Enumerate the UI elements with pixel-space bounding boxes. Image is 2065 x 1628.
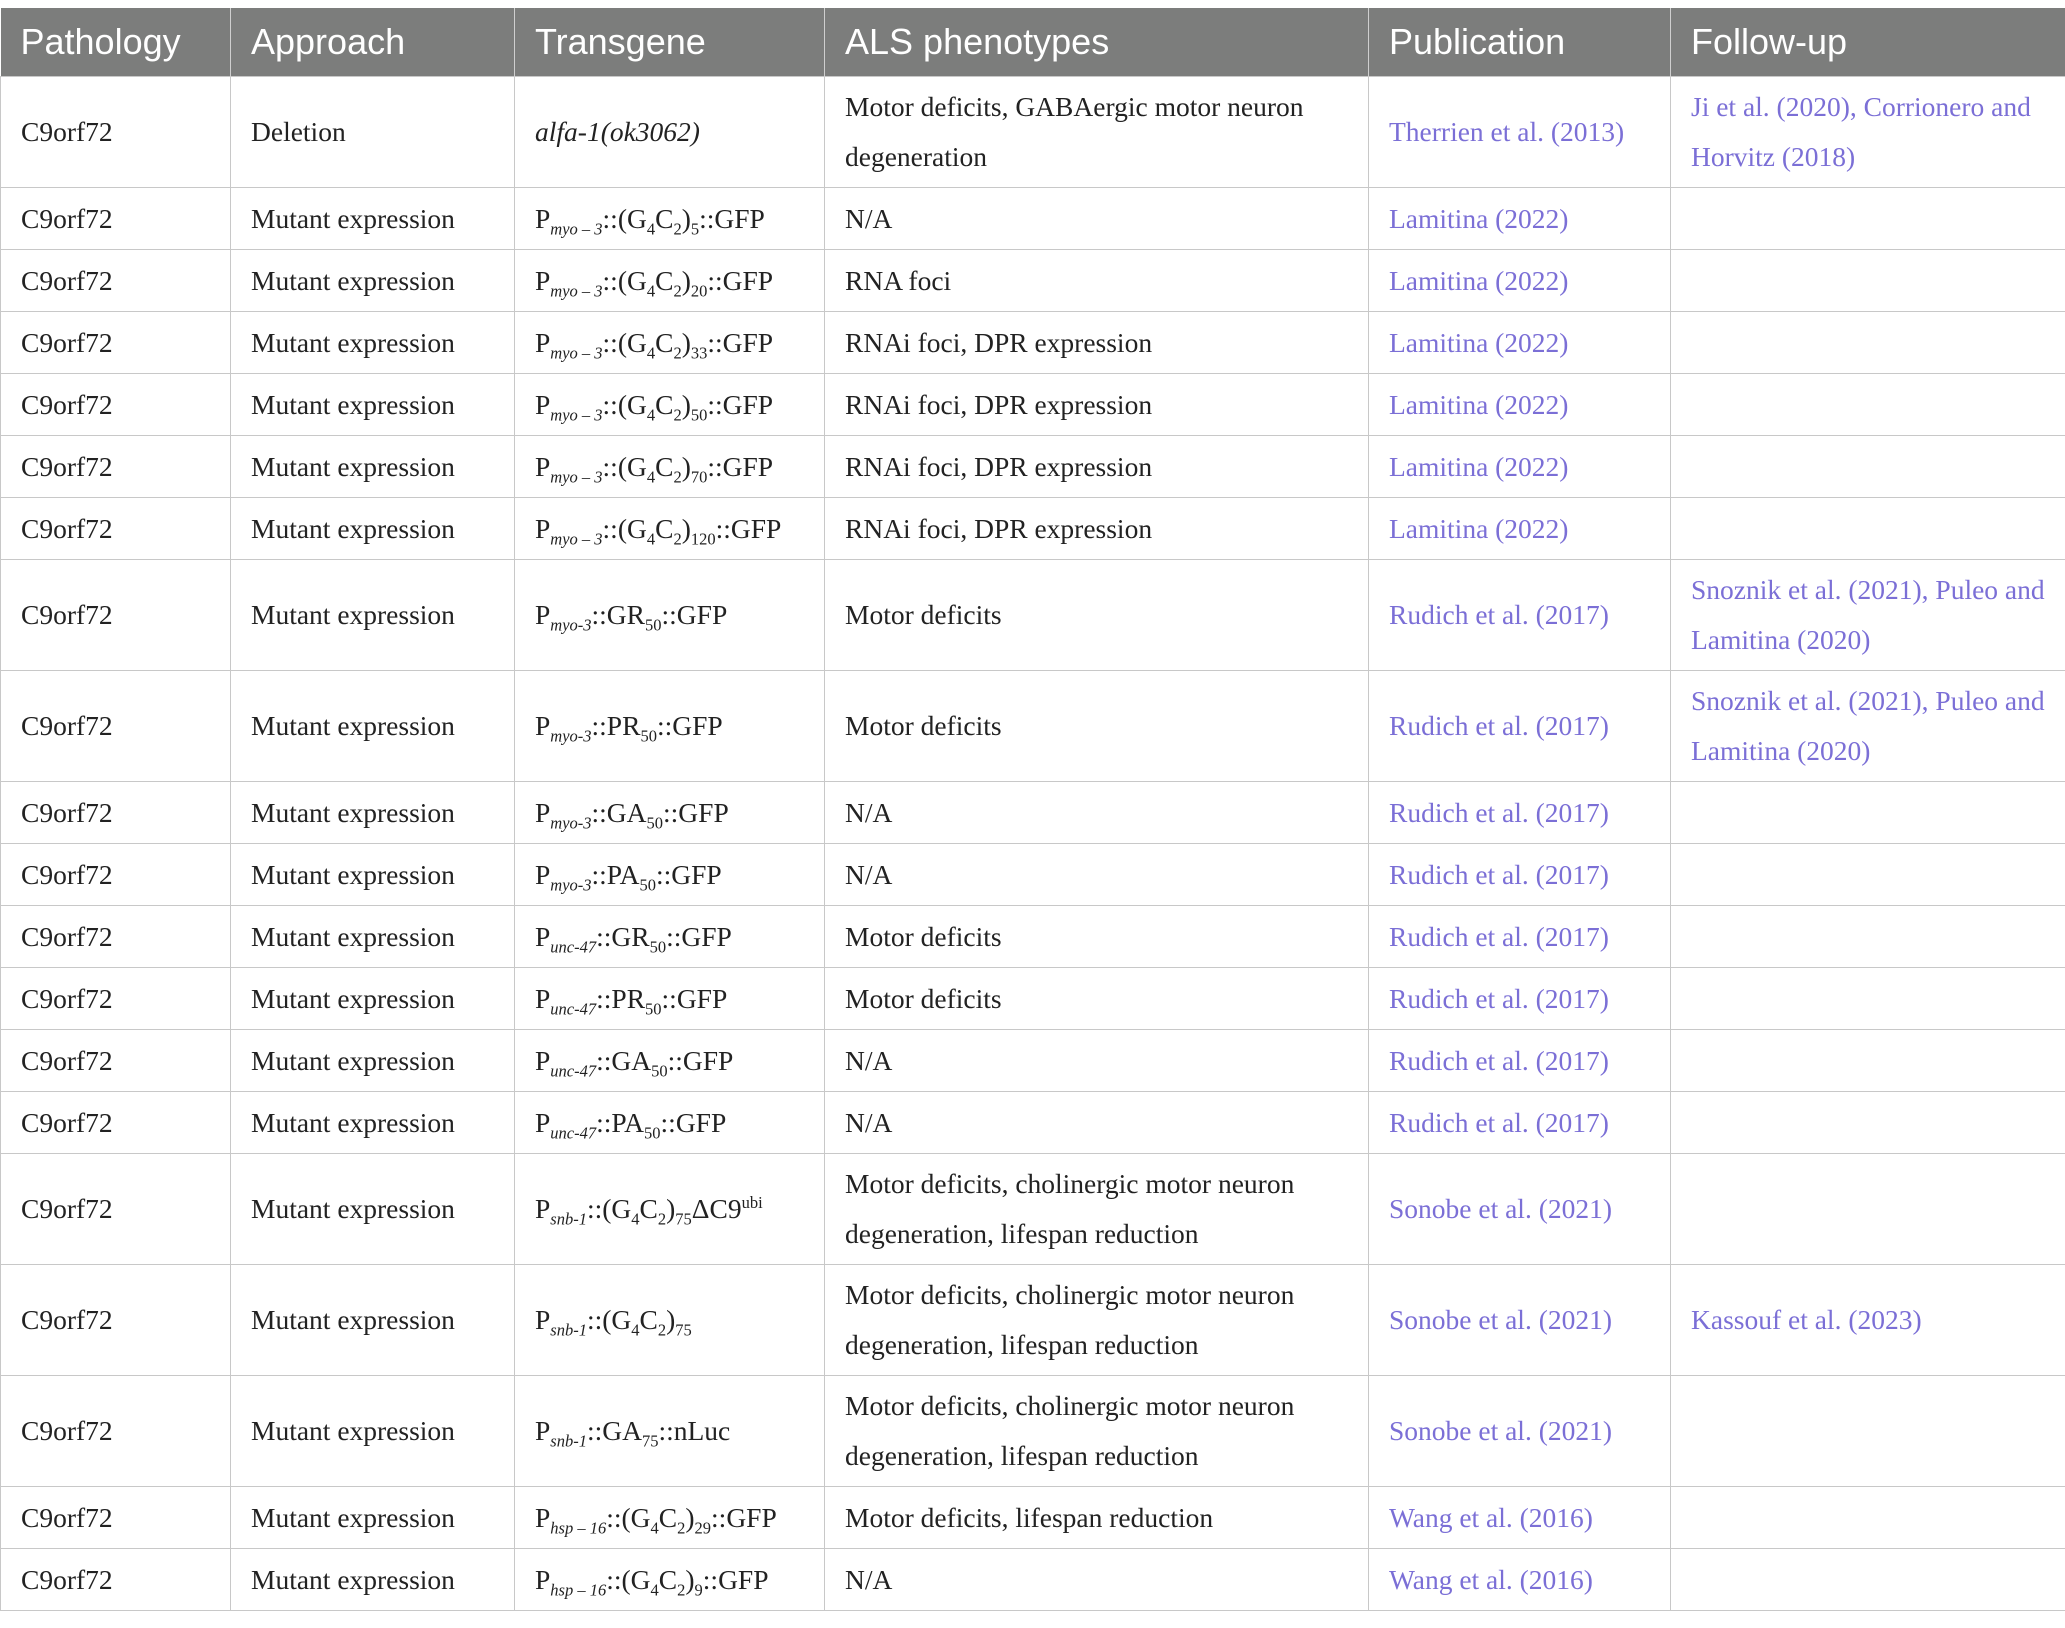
table-row [1, 1154, 2065, 1265]
cell-approach: Mutant expression [231, 250, 515, 312]
promoter-prefix: P [535, 1501, 551, 1533]
cell-pathology: C9orf72 [1, 906, 231, 968]
cell-approach: Mutant expression [231, 1154, 515, 1265]
cell-approach: Mutant expression [231, 1487, 515, 1549]
cell-approach: Mutant expression [231, 436, 515, 498]
cell-als-phenotypes: RNAi foci, DPR expression [825, 374, 1369, 436]
cell-transgene [515, 968, 825, 1030]
cell-approach: Deletion [231, 77, 515, 188]
cell-als-phenotypes: RNAi foci, DPR expression [825, 436, 1369, 498]
transgene-part: myo-3 [550, 615, 592, 635]
transgene-part: 50 [639, 875, 656, 894]
table-row [1, 560, 2065, 671]
promoter-prefix: P [535, 512, 551, 544]
transgene-part: hsp – 16 [550, 1518, 607, 1537]
transgene-part: hsp – 16 [550, 1580, 607, 1599]
transgene-part: 2 [673, 467, 682, 486]
transgene-part: ::(G [602, 450, 647, 482]
promoter-prefix: P [535, 599, 551, 630]
transgene-part: 9 [694, 1580, 703, 1599]
cell-approach: Mutant expression [231, 560, 515, 671]
header-follow-up: Follow-up [1671, 8, 2065, 77]
transgene-part: C [639, 1304, 658, 1335]
cell-follow-up-link [1671, 374, 2065, 436]
transgene-part: 50 [645, 999, 662, 1018]
cell-als-phenotypes: Motor deficits, cholinergic motor neuron degeneration, lifespan reduction [825, 1265, 1369, 1376]
cell-als-phenotypes: N/A [825, 1092, 1369, 1154]
transgene-part: ::GFP [699, 202, 765, 234]
cell-pathology: C9orf72 [1, 1376, 231, 1487]
promoter-prefix: P [535, 264, 551, 296]
cell-als-phenotypes: Motor deficits [825, 906, 1369, 968]
cell-transgene [515, 671, 825, 782]
cell-pathology: C9orf72 [1, 968, 231, 1030]
cell-transgene [515, 1549, 825, 1611]
transgene-part: ::(G [606, 1501, 651, 1533]
transgene-part: 2 [677, 1518, 686, 1537]
transgene-part: ) [681, 512, 691, 544]
promoter-prefix: P [535, 1563, 551, 1595]
cell-transgene [515, 1030, 825, 1092]
promoter-prefix: P [535, 858, 551, 890]
transgene-part: ::GR [596, 920, 650, 952]
table-row [1, 1265, 2065, 1376]
transgene-part: 2 [673, 529, 682, 548]
cell-transgene [515, 560, 825, 671]
transgene-part: ) [681, 450, 691, 482]
transgene-part: 50 [649, 937, 667, 956]
transgene-part: ::(G [602, 264, 647, 296]
transgene-part: ::(G [602, 512, 647, 544]
transgene-part: ubi [741, 1192, 763, 1212]
table-row [1, 1092, 2065, 1154]
transgene-part: C [655, 264, 674, 296]
transgene-part: C [655, 202, 674, 234]
cell-transgene [515, 188, 825, 250]
cell-follow-up-link [1671, 1092, 2065, 1154]
cell-als-phenotypes: Motor deficits [825, 671, 1369, 782]
cell-pathology: C9orf72 [1, 77, 231, 188]
transgene-part: 4 [646, 281, 656, 300]
transgene-part: 4 [650, 1518, 659, 1537]
cell-transgene [515, 436, 825, 498]
transgene-part: 33 [690, 343, 708, 362]
transgene-part: 50 [644, 1123, 661, 1142]
promoter-prefix: P [535, 1304, 551, 1335]
header-row [1, 8, 2065, 77]
transgene-part: ΔC9 [691, 1193, 742, 1224]
transgene-part: C [639, 1193, 658, 1224]
table-row [1, 906, 2065, 968]
transgene-part: ) [681, 264, 691, 296]
table-row [1, 671, 2065, 782]
transgene-part: 2 [673, 405, 682, 424]
cell-transgene [515, 782, 825, 844]
cell-publication-link[interactable]: Sonobe et al. (2021) [1369, 1154, 1671, 1265]
cell-transgene [515, 312, 825, 374]
cell-approach: Mutant expression [231, 671, 515, 782]
cell-publication-link[interactable]: Rudich et al. (2017) [1369, 1030, 1671, 1092]
cell-follow-up-link [1671, 1487, 2065, 1549]
promoter-prefix: P [535, 710, 551, 741]
cell-als-phenotypes: Motor deficits [825, 968, 1369, 1030]
cell-pathology: C9orf72 [1, 1030, 231, 1092]
header-publication: Publication [1369, 8, 1671, 77]
transgene-part: 4 [631, 1320, 640, 1340]
cell-als-phenotypes: N/A [825, 782, 1369, 844]
cell-follow-up-link [1671, 1376, 2065, 1487]
transgene-part: myo-3 [550, 813, 592, 832]
transgene-part: ::GFP [711, 1501, 777, 1533]
transgene-part: 50 [645, 615, 662, 635]
cell-als-phenotypes: N/A [825, 1030, 1369, 1092]
cell-als-phenotypes: Motor deficits, lifespan reduction [825, 1487, 1369, 1549]
transgene-part: myo – 3 [550, 405, 603, 424]
promoter-prefix: P [535, 326, 551, 358]
table-row [1, 968, 2065, 1030]
promoter-prefix: P [535, 796, 551, 828]
cell-approach: Mutant expression [231, 188, 515, 250]
promoter-prefix: P [535, 450, 551, 482]
promoter-prefix: P [535, 1415, 551, 1446]
cell-als-phenotypes: RNAi foci, DPR expression [825, 312, 1369, 374]
transgene-part: 4 [646, 219, 656, 238]
cell-pathology: C9orf72 [1, 671, 231, 782]
cell-approach: Mutant expression [231, 1092, 515, 1154]
transgene-part: ::GFP [715, 512, 782, 544]
transgene-part: ::PA [596, 1106, 645, 1138]
transgene-part: ::PA [591, 858, 640, 890]
transgene-part: 120 [690, 529, 716, 548]
transgene-part: 70 [690, 467, 708, 486]
transgene-part: 2 [657, 1209, 667, 1229]
cell-pathology: C9orf72 [1, 250, 231, 312]
transgene-part: 20 [690, 281, 708, 300]
cell-transgene [515, 1154, 825, 1265]
cell-als-phenotypes: Motor deficits, cholinergic motor neuron degeneration, lifespan reduction [825, 1154, 1369, 1265]
transgene-part: ::GFP [661, 982, 728, 1014]
transgene-part: 2 [673, 343, 682, 362]
cell-approach: Mutant expression [231, 968, 515, 1030]
cell-transgene [515, 77, 825, 188]
transgene-part: ::(G [586, 1193, 632, 1224]
cell-transgene [515, 906, 825, 968]
transgene-part: unc-47 [550, 937, 597, 956]
cell-approach: Mutant expression [231, 312, 515, 374]
cell-publication-link[interactable]: Rudich et al. (2017) [1369, 1092, 1671, 1154]
cell-transgene [515, 844, 825, 906]
transgene-part: ::GA [591, 796, 647, 828]
transgene-part: ::(G [602, 202, 647, 234]
transgene-part: ) [681, 388, 691, 420]
transgene-part: alfa-1(ok3062) [535, 116, 700, 147]
cell-transgene [515, 498, 825, 560]
cell-follow-up-link [1671, 312, 2065, 374]
transgene-part: 2 [677, 1580, 686, 1599]
transgene-part: myo – 3 [550, 343, 603, 362]
phenotype-table [0, 8, 2065, 1611]
table-row [1, 436, 2065, 498]
cell-publication-link[interactable]: Rudich et al. (2017) [1369, 782, 1671, 844]
cell-follow-up-link [1671, 250, 2065, 312]
transgene-part: ::PR [596, 982, 646, 1014]
cell-pathology: C9orf72 [1, 1549, 231, 1611]
transgene-part: myo – 3 [550, 219, 603, 238]
cell-approach: Mutant expression [231, 1549, 515, 1611]
table-row [1, 498, 2065, 560]
cell-approach: Mutant expression [231, 1265, 515, 1376]
transgene-part: C [655, 388, 674, 420]
table-row [1, 1487, 2065, 1549]
promoter-prefix: P [535, 920, 551, 952]
transgene-part: 5 [690, 219, 700, 238]
cell-transgene [515, 250, 825, 312]
cell-als-phenotypes: N/A [825, 1549, 1369, 1611]
cell-publication-link[interactable]: Lamitina (2022) [1369, 188, 1671, 250]
header-als-phenotypes: ALS phenotypes [825, 8, 1369, 77]
transgene-part: unc-47 [550, 1061, 597, 1080]
cell-follow-up-link [1671, 782, 2065, 844]
transgene-part: ) [681, 326, 691, 358]
transgene-part: ) [685, 1501, 695, 1533]
transgene-part: myo – 3 [550, 467, 603, 486]
cell-follow-up-link [1671, 1030, 2065, 1092]
transgene-part: 4 [646, 405, 656, 424]
table-row [1, 1376, 2065, 1487]
cell-follow-up-link[interactable]: Ji et al. (2020), Corrionero and Horvitz (2018) [1671, 77, 2065, 188]
transgene-part: 50 [690, 405, 708, 424]
cell-transgene [515, 1092, 825, 1154]
table-row [1, 77, 2065, 188]
cell-publication-link[interactable]: Rudich et al. (2017) [1369, 906, 1671, 968]
transgene-part: 2 [657, 1320, 667, 1340]
header-approach: Approach [231, 8, 515, 77]
promoter-prefix: P [535, 202, 551, 234]
cell-publication-link[interactable]: Rudich et al. (2017) [1369, 844, 1671, 906]
transgene-part: 4 [646, 467, 656, 486]
transgene-part: C [655, 512, 674, 544]
cell-publication-link[interactable]: Rudich et al. (2017) [1369, 560, 1671, 671]
transgene-part: ) [666, 1193, 676, 1224]
cell-publication-link[interactable]: Lamitina (2022) [1369, 250, 1671, 312]
cell-follow-up-link[interactable]: Snoznik et al. (2021), Puleo and Lamitina (2020) [1671, 560, 2065, 671]
cell-publication-link[interactable]: Lamitina (2022) [1369, 312, 1671, 374]
transgene-part: 75 [675, 1320, 692, 1340]
transgene-part: snb-1 [550, 1431, 587, 1451]
cell-pathology: C9orf72 [1, 560, 231, 671]
header-pathology: Pathology [1, 8, 231, 77]
cell-pathology: C9orf72 [1, 188, 231, 250]
cell-pathology: C9orf72 [1, 1092, 231, 1154]
cell-als-phenotypes: Motor deficits [825, 560, 1369, 671]
transgene-part: myo – 3 [550, 281, 603, 300]
cell-als-phenotypes: Motor deficits, GABAergic motor neuron degeneration [825, 77, 1369, 188]
transgene-part: C [655, 450, 674, 482]
cell-pathology: C9orf72 [1, 1154, 231, 1265]
transgene-part: ::PR [591, 710, 641, 741]
cell-approach: Mutant expression [231, 374, 515, 436]
table-row [1, 782, 2065, 844]
cell-pathology: C9orf72 [1, 374, 231, 436]
table-row [1, 1030, 2065, 1092]
transgene-part: ::GFP [656, 710, 723, 741]
table-row [1, 312, 2065, 374]
transgene-part: ::GFP [666, 920, 732, 952]
transgene-part: ::(G [606, 1563, 651, 1595]
cell-pathology: C9orf72 [1, 1487, 231, 1549]
promoter-prefix: P [535, 388, 551, 420]
transgene-part: ::GFP [707, 450, 774, 482]
transgene-part: 2 [673, 281, 682, 300]
cell-approach: Mutant expression [231, 782, 515, 844]
cell-approach: Mutant expression [231, 1376, 515, 1487]
transgene-part: ) [666, 1304, 676, 1335]
transgene-part: 4 [631, 1209, 640, 1229]
table-row [1, 374, 2065, 436]
transgene-part: 29 [694, 1518, 712, 1537]
cell-publication-link[interactable]: Therrien et al. (2013) [1369, 77, 1671, 188]
table-row [1, 250, 2065, 312]
transgene-part: myo – 3 [550, 529, 603, 548]
cell-als-phenotypes: RNA foci [825, 250, 1369, 312]
transgene-part: ::GFP [707, 264, 774, 296]
transgene-part: C [658, 1501, 678, 1533]
cell-als-phenotypes: Motor deficits, cholinergic motor neuron degeneration, lifespan reduction [825, 1376, 1369, 1487]
transgene-part: ::GFP [702, 1563, 769, 1595]
cell-publication-link[interactable]: Rudich et al. (2017) [1369, 671, 1671, 782]
cell-pathology: C9orf72 [1, 782, 231, 844]
cell-publication-link[interactable]: Lamitina (2022) [1369, 498, 1671, 560]
transgene-part: ) [681, 202, 691, 234]
transgene-part: ::(G [586, 1304, 632, 1335]
cell-follow-up-link [1671, 844, 2065, 906]
cell-approach: Mutant expression [231, 498, 515, 560]
transgene-part: 75 [641, 1431, 659, 1451]
cell-als-phenotypes: N/A [825, 844, 1369, 906]
transgene-part: C [658, 1563, 678, 1595]
cell-transgene [515, 374, 825, 436]
transgene-part: ::GFP [667, 1044, 734, 1076]
cell-pathology: C9orf72 [1, 498, 231, 560]
transgene-part: myo-3 [550, 875, 592, 894]
transgene-part: ::GA [596, 1044, 652, 1076]
transgene-part: C [655, 326, 674, 358]
cell-transgene [515, 1265, 825, 1376]
transgene-part: ) [685, 1563, 695, 1595]
transgene-part: ::(G [602, 388, 647, 420]
cell-follow-up-link [1671, 188, 2065, 250]
transgene-part: 4 [650, 1580, 659, 1599]
cell-publication-link[interactable]: Wang et al. (2016) [1369, 1487, 1671, 1549]
cell-pathology: C9orf72 [1, 436, 231, 498]
cell-publication-link[interactable]: Lamitina (2022) [1369, 374, 1671, 436]
transgene-part: 50 [640, 726, 657, 746]
promoter-prefix: P [535, 1044, 551, 1076]
cell-follow-up-link[interactable]: Snoznik et al. (2021), Puleo and Lamitina (2020) [1671, 671, 2065, 782]
cell-publication-link[interactable]: Rudich et al. (2017) [1369, 968, 1671, 1030]
transgene-part: ::GFP [655, 858, 722, 890]
transgene-part: myo-3 [550, 726, 592, 746]
table-row [1, 1549, 2065, 1611]
transgene-part: ::GFP [707, 388, 774, 420]
cell-pathology: C9orf72 [1, 1265, 231, 1376]
cell-follow-up-link [1671, 498, 2065, 560]
promoter-prefix: P [535, 982, 551, 1014]
cell-approach: Mutant expression [231, 1030, 515, 1092]
transgene-part: ::GR [591, 599, 646, 630]
cell-transgene [515, 1487, 825, 1549]
cell-follow-up-link[interactable]: Kassouf et al. (2023) [1671, 1265, 2065, 1376]
cell-approach: Mutant expression [231, 844, 515, 906]
cell-approach: Mutant expression [231, 906, 515, 968]
transgene-part: 50 [651, 1061, 668, 1080]
cell-als-phenotypes: RNAi foci, DPR expression [825, 498, 1369, 560]
transgene-part: ::GA [586, 1415, 642, 1446]
transgene-part: unc-47 [550, 1123, 597, 1142]
transgene-part: ::nLuc [658, 1415, 731, 1446]
transgene-part: 50 [646, 813, 664, 832]
cell-follow-up-link [1671, 436, 2065, 498]
transgene-part: ::(G [602, 326, 647, 358]
transgene-part: ::GFP [707, 326, 774, 358]
table-row [1, 188, 2065, 250]
promoter-prefix: P [535, 1106, 551, 1138]
cell-publication-link[interactable]: Wang et al. (2016) [1369, 1549, 1671, 1611]
transgene-part: 2 [673, 219, 682, 238]
cell-publication-link[interactable]: Sonobe et al. (2021) [1369, 1265, 1671, 1376]
cell-transgene [515, 1376, 825, 1487]
transgene-part: 4 [646, 343, 656, 362]
table-row [1, 844, 2065, 906]
transgene-part: ::GFP [661, 599, 728, 630]
cell-follow-up-link [1671, 906, 2065, 968]
cell-pathology: C9orf72 [1, 312, 231, 374]
transgene-part: ::GFP [663, 796, 729, 828]
transgene-part: snb-1 [550, 1320, 587, 1340]
cell-follow-up-link [1671, 968, 2065, 1030]
cell-publication-link[interactable]: Sonobe et al. (2021) [1369, 1376, 1671, 1487]
transgene-part: snb-1 [550, 1209, 587, 1229]
transgene-part: 75 [675, 1209, 692, 1229]
transgene-part: 4 [646, 529, 656, 548]
transgene-part: unc-47 [550, 999, 597, 1018]
transgene-part: ::GFP [660, 1106, 727, 1138]
cell-follow-up-link [1671, 1154, 2065, 1265]
cell-publication-link[interactable]: Lamitina (2022) [1369, 436, 1671, 498]
cell-follow-up-link [1671, 1549, 2065, 1611]
cell-als-phenotypes: N/A [825, 188, 1369, 250]
header-transgene: Transgene [515, 8, 825, 77]
cell-pathology: C9orf72 [1, 844, 231, 906]
promoter-prefix: P [535, 1193, 551, 1224]
